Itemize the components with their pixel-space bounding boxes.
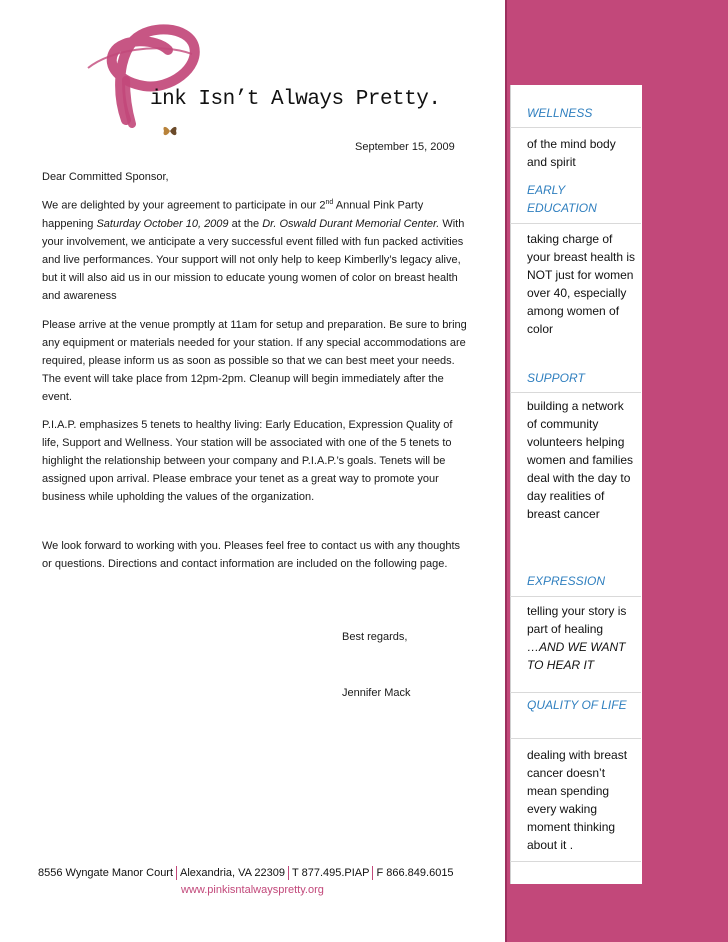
divider xyxy=(510,223,641,224)
letter-date: September 15, 2009 xyxy=(355,141,455,153)
p1-ordinal: nd xyxy=(325,199,334,206)
footer-contact xyxy=(38,866,454,880)
logo-tagline: ink Isn’t Always Pretty. xyxy=(150,88,441,111)
divider xyxy=(510,392,641,393)
divider xyxy=(510,692,641,693)
tenet-early-education-text: taking charge of your breast health is NOT just for women over 40, especially among women of color xyxy=(527,232,636,336)
expression-callout: …AND WE WANT TO HEAR IT xyxy=(527,640,626,672)
footer-fax: F 866.849.6015 xyxy=(376,866,454,879)
divider xyxy=(510,738,641,739)
logo-p-icon xyxy=(70,20,210,130)
paragraph-1 xyxy=(42,194,472,305)
p1-text-b: Annual Pink Party happening xyxy=(42,199,424,230)
p1-text-c: at the xyxy=(228,217,263,230)
divider xyxy=(510,861,641,862)
butterfly-icon xyxy=(162,124,178,138)
tenet-support-text: building a network of community volunteers helping women and families deal with the day to day realities of breast cancer xyxy=(527,399,634,521)
divider xyxy=(510,127,641,128)
closing: Best regards, xyxy=(342,631,408,643)
footer-city: Alexandria, VA 22309 xyxy=(180,866,286,879)
tenet-expression-text xyxy=(527,602,637,674)
tenet-wellness-heading: WELLNESS xyxy=(527,106,593,120)
tenet-wellness-text: of the mind body and spirit xyxy=(527,137,616,169)
divider xyxy=(510,596,641,597)
tenet-expression-heading: EXPRESSION xyxy=(527,574,606,588)
footer-address: 8556 Wyngate Manor Court xyxy=(38,866,174,879)
event-date: Saturday October 10, 2009 xyxy=(96,217,229,230)
event-venue: Dr. Oswald Durant Memorial Center. xyxy=(262,217,440,230)
paragraph-4: We look forward to working with you. Pleases feel free to contact us with any thoughts or questions. Directions and contact information are included on the following page. xyxy=(42,540,461,570)
footer-website-link[interactable]: www.pinkisntalwayspretty.org xyxy=(181,884,324,896)
salutation: Dear Committed Sponsor, xyxy=(42,171,169,183)
signature: Jennifer Mack xyxy=(342,687,411,699)
tenet-quality-of-life-heading: QUALITY OF LIFE xyxy=(527,698,627,712)
tenet-support-heading: SUPPORT xyxy=(527,371,585,385)
p1-text-d: With your involvement, we anticipate a very successful event filled with fun packed activities and live performances. Your support will not only help to keep Kimberlly’s legacy alive, but it will also aid us in our mission to educate young women of color on breast health and awareness xyxy=(42,217,465,302)
tenet-quality-of-life-text: dealing with breast cancer doesn’t mean spending every waking moment thinking about it . xyxy=(527,748,628,852)
expression-text: telling your story is part of healing xyxy=(527,604,627,636)
p1-text-a: We are delighted by your agreement to participate in our 2 xyxy=(42,199,326,212)
paragraph-2: Please arrive at the venue promptly at 11am for setup and preparation. Be sure to bring any equipment or materials needed for your station. If any special accommodations are required, please inform us as soon as possible so that we can best meet your needs. The event will take place from 12pm-2pm. Cleanup will begin immediately after the event. xyxy=(42,319,467,403)
footer-phone: T 877.495.PIAP xyxy=(292,866,370,879)
tenet-early-education-heading: EARLY EDUCATION xyxy=(527,183,597,215)
paragraph-3: P.I.A.P. emphasizes 5 tenets to healthy living: Early Education, Expression Quality of life, Support and Wellness. Your station will be associated with one of the 5 tenets to highlight the relationship between your company and P.I.A.P.’s goals. Tenets will be assigned upon arrival. Please embrace your tenet as a great way to promote your business while upholding the values of the organization. xyxy=(42,419,453,503)
